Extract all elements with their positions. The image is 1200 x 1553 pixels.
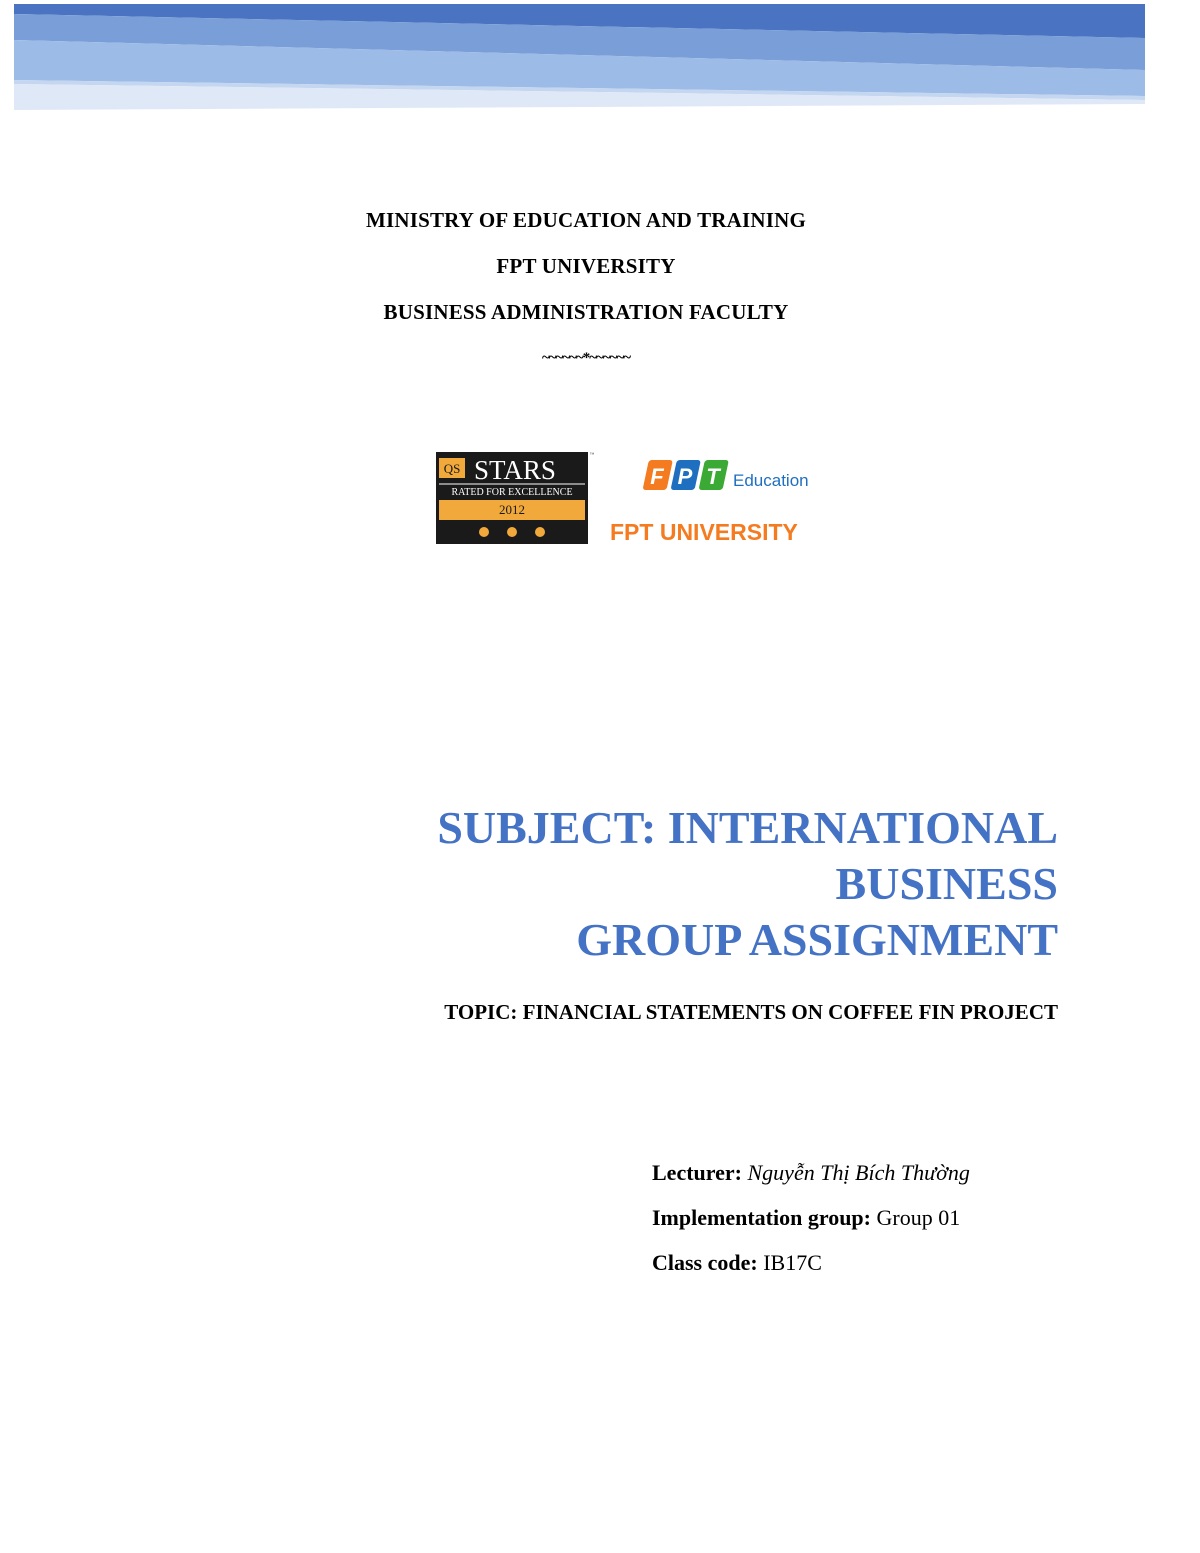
lecturer-label: Lecturer: bbox=[652, 1160, 742, 1185]
class-code-line bbox=[652, 1250, 822, 1276]
subject-title-line-1: SUBJECT: INTERNATIONAL bbox=[437, 802, 1058, 853]
faculty-heading: BUSINESS ADMINISTRATION FACULTY bbox=[383, 300, 789, 324]
subject-title bbox=[298, 800, 1058, 968]
fpt-university-logo bbox=[605, 450, 845, 550]
education-text: Education bbox=[733, 471, 809, 490]
decorative-separator: ~~~~~~*~~~~~~ bbox=[541, 350, 631, 366]
group-line bbox=[652, 1205, 960, 1231]
fpt-university-wordmark: FPT UNIVERSITY bbox=[610, 519, 798, 545]
lecturer-line bbox=[652, 1160, 970, 1186]
topic-heading: TOPIC: FINANCIAL STATEMENTS ON COFFEE FIN PROJECT bbox=[444, 1000, 1058, 1024]
fpt-letter-t: T bbox=[706, 464, 720, 489]
university-heading: FPT UNIVERSITY bbox=[496, 254, 676, 278]
subject-title-line-3: GROUP ASSIGNMENT bbox=[576, 914, 1058, 965]
subject-title-line-2: BUSINESS bbox=[835, 858, 1058, 909]
ministry-heading: MINISTRY OF EDUCATION AND TRAINING bbox=[365, 208, 807, 232]
rated-text: RATED FOR EXCELLENCE bbox=[451, 487, 573, 498]
fpt-letter-p: P bbox=[677, 464, 693, 489]
lecturer-name: Nguyễn Thị Bích Thường bbox=[747, 1160, 970, 1185]
stars-text: STARS bbox=[474, 455, 556, 485]
qs-text: QS bbox=[443, 461, 461, 476]
class-code-label: Class code: bbox=[652, 1250, 758, 1275]
group-value: Group 01 bbox=[876, 1205, 961, 1230]
qs-stars-logo bbox=[436, 450, 596, 546]
header-decorative-band bbox=[0, 0, 1200, 125]
year-text: 2012 bbox=[499, 502, 525, 517]
class-code-value: IB17C bbox=[763, 1250, 822, 1275]
tm-mark: ™ bbox=[589, 452, 595, 458]
group-label: Implementation group: bbox=[652, 1205, 871, 1230]
fpt-letter-f: F bbox=[650, 464, 664, 489]
